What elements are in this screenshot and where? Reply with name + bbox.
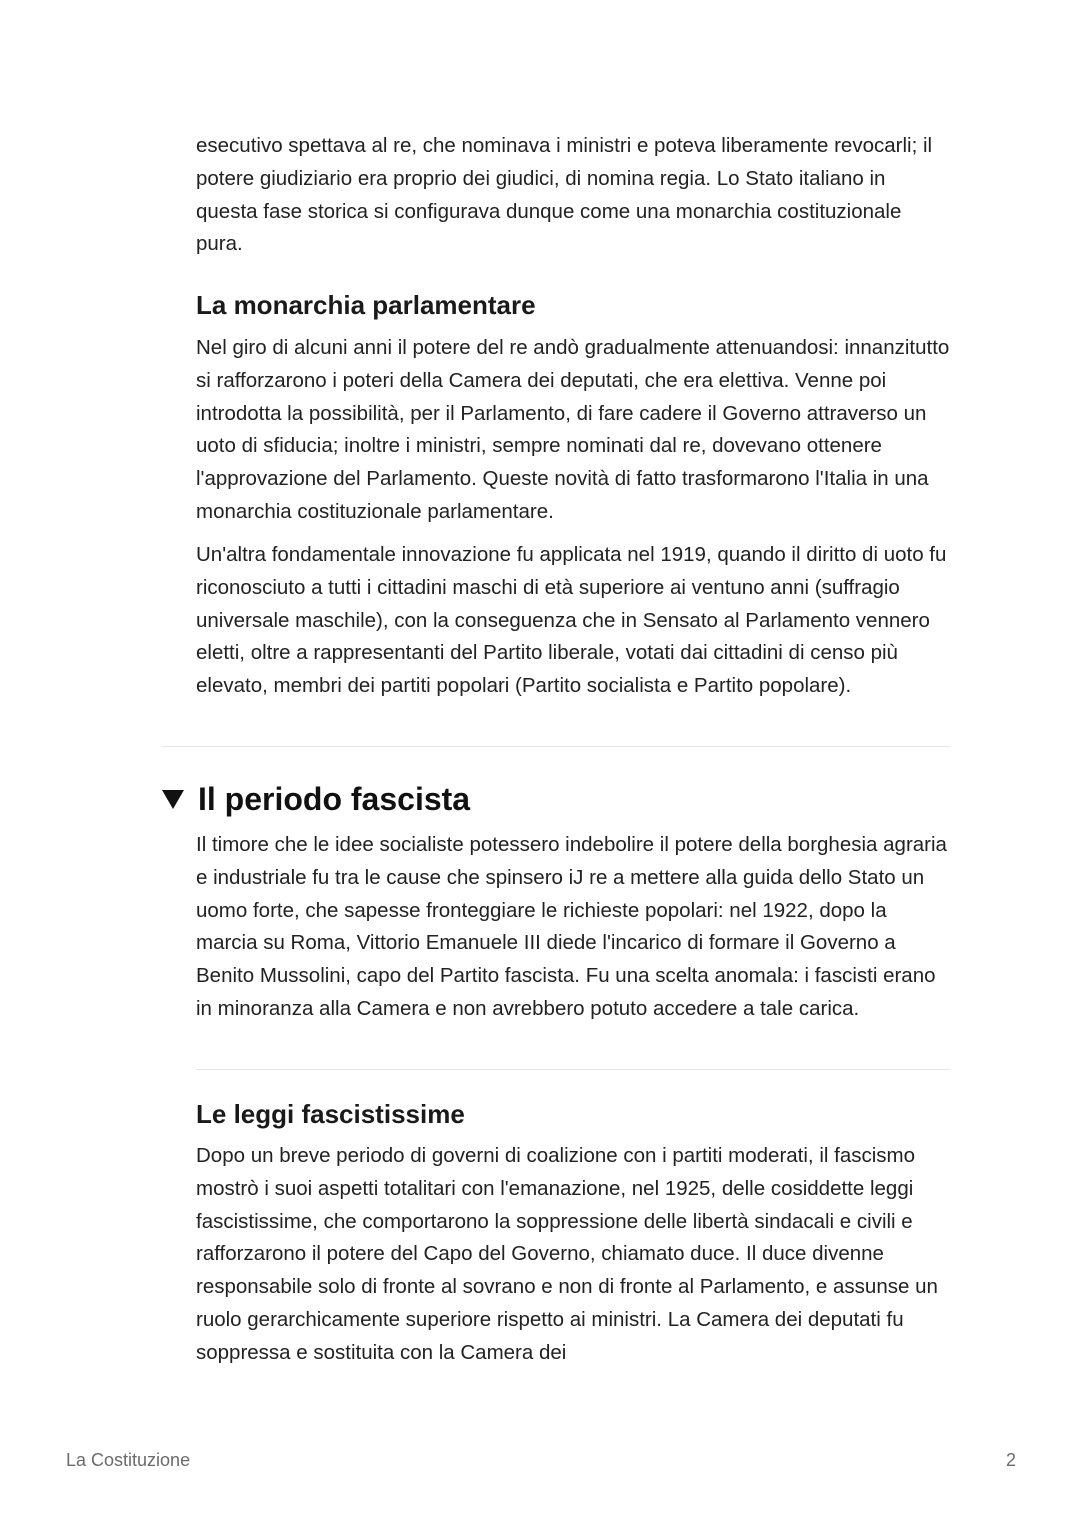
paragraph-fascista: Il timore che le idee socialiste potessero indebolire il potere della borghesia agraria e industriale fu tra le cause che spinsero iJ re a mettere alla guida dello Stato un uomo forte, che sapesse fronteggiare le richieste popolari: nel 1922, dopo la marcia su Roma, Vittorio Emanuele III diede l'incarico di formare il Governo a Benito Mussolini, capo del Partito fascista. Fu una scelta anomala: i fascisti erano in minoranza alla Camera e non avrebbero potuto accedere a tale carica. [196, 833, 947, 1020]
footer-document-title: La Costituzione [66, 1450, 191, 1470]
section-divider [162, 746, 950, 747]
toggle-triangle-icon[interactable] [162, 790, 184, 809]
heading-periodo-fascista: Il periodo fascista [198, 781, 471, 817]
heading-leggi-fascistissime: Le leggi fascistissime [196, 1099, 465, 1129]
heading-periodo-fascista-toggle[interactable] [162, 779, 470, 819]
intro-paragraph: esecutivo spettava al re, che nominava i ministri e poteva liberamente revocarli; il potere giudiziario era proprio dei giudici, di nomina regia. Lo Stato italiano in questa fase storica si configurava dunque come una monarchia costituzionale pura. [196, 134, 933, 256]
subsection-divider [196, 1069, 950, 1070]
paragraph-monarchia-1: Nel giro di alcuni anni il potere del re andò gradualmente attenuandosi: innanzitutto si rafforzarono i poteri della Camera dei deputati, che era elettiva. Venne poi introdotta la possibilità, per il Parlamento, di fare cadere il Governo attraverso un uoto di sfiducia; inoltre i ministri, sempre nominati dal re, dovevano ottenere l'approvazione del Parlamento. Queste novità di fatto trasformarono l'Italia in una monarchia costituzionale parlamentare. [196, 336, 950, 523]
paragraph-monarchia-2: Un'altra fondamentale innovazione fu applicata nel 1919, quando il diritto di uoto fu riconosciuto a tutti i cittadini maschi di età superiore ai ventuno anni (suffragio universale maschile), con la conseguenza che in Sensato al Parlamento vennero eletti, oltre a rappresentanti del Partito liberale, votati dai cittadini di censo più elevato, membri dei partiti popolari (Partito socialista e Partito popolare). [196, 543, 947, 698]
footer-page-number: 2 [1005, 1450, 1016, 1470]
heading-monarchia-parlamentare: La monarchia parlamentare [196, 290, 536, 320]
paragraph-leggi: Dopo un breve periodo di governi di coalizione con i partiti moderati, il fascismo mostrò i suoi aspetti totalitari con l'emanazione, nel 1925, delle cosiddette leggi fascistissime, che comportarono la soppressione delle libertà sindacali e civili e rafforzarono il potere del Capo del Governo, chiamato duce. Il duce divenne responsabile solo di fronte al sovrano e non di fronte al Parlamento, e assunse un ruolo gerarchicamente superiore rispetto ai ministri. La Camera dei deputati fu soppressa e sostituita con la Camera dei [196, 1144, 938, 1364]
